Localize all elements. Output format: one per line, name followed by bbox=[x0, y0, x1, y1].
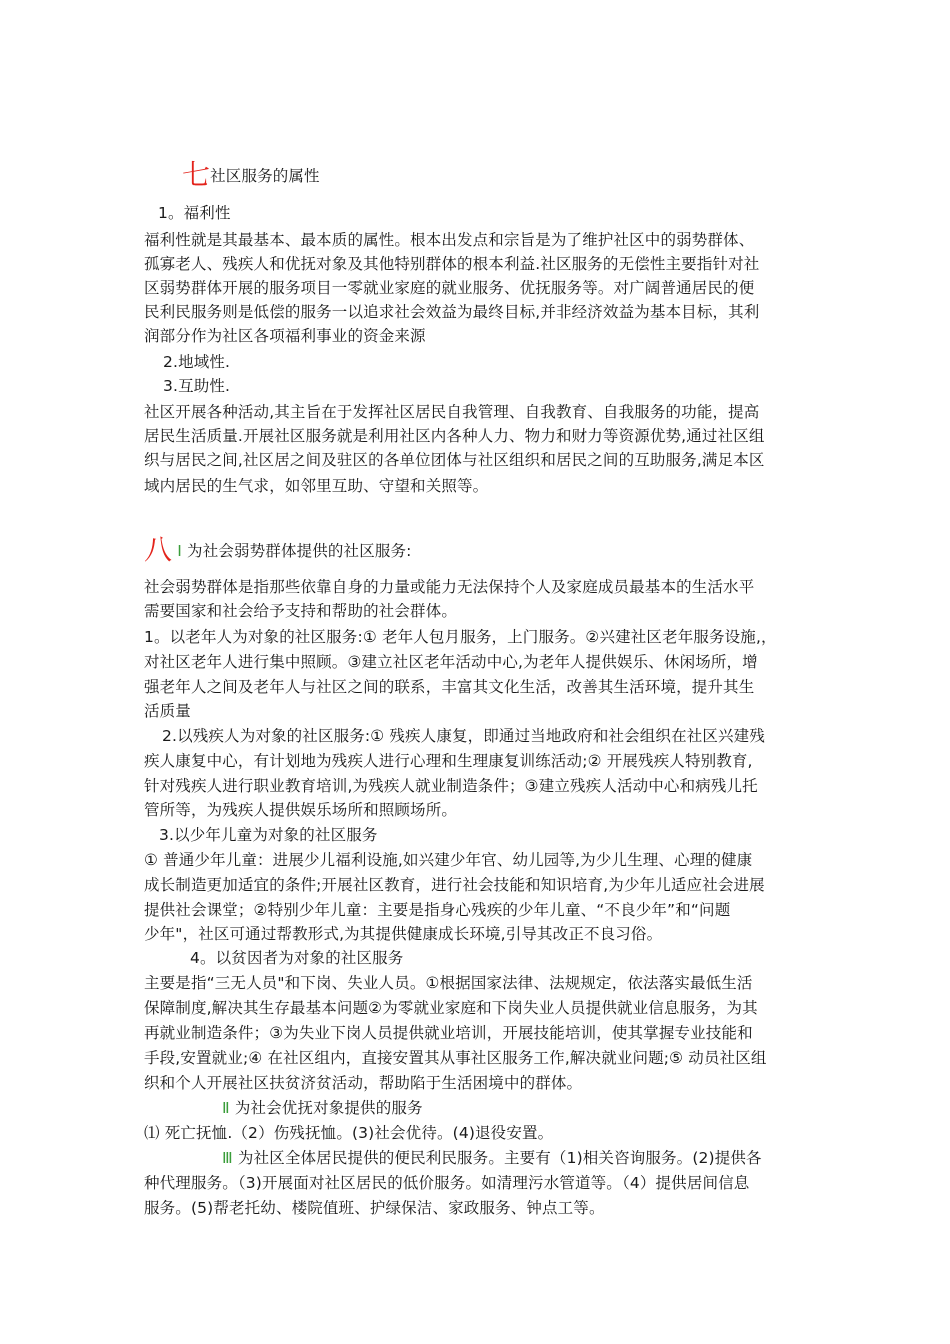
poor-line-1: 主要是指“三无人员"和下岗、失业人员。①根据国家法律、法规规定，依法落实最低生活 bbox=[144, 974, 753, 992]
disabled-line-3: 针对残疾人进行职业教育培训,为残疾人就业制造条件；③建立残疾人活动中心和病残儿托 bbox=[144, 777, 758, 795]
convenience-first-text: 为社区全体居民提供的便民利民服务。主要有（1)相关咨询服务。(2)提供各 bbox=[237, 1149, 762, 1167]
poor-title: 4。以贫因者为对象的社区服务 bbox=[190, 949, 404, 967]
intro-line-1: 社会弱势群体是指那些依靠自身的力量或能力无法保持个人及家庭成员最基本的生活水平 bbox=[144, 578, 755, 596]
section-8-numeral: 八 bbox=[144, 533, 173, 566]
section-7-title: 社区服务的属性 bbox=[210, 167, 320, 185]
roman-numeral-3: Ⅲ bbox=[222, 1149, 233, 1167]
poor-line-3: 再就业制造条件；③为失业下岗人员提供就业培训，开展技能培训，使其掌握专业技能和 bbox=[144, 1024, 753, 1042]
elderly-line-3: 强老年人之间及老年人与社区之间的联系，丰富其文化生活，改善其生活环境，提升其生 bbox=[144, 678, 755, 696]
roman-numeral-1: Ⅰ bbox=[177, 542, 182, 560]
children-line-2: 成长制造更加适宜的条件;开展社区教育，进行社会技能和知识培育,为少年儿适应社会进展 bbox=[144, 876, 765, 894]
item-3-line-3: 织与居民之间,社区居之间及驻区的各单位团体与社区组织和居民之间的互助服务,满足本区 bbox=[144, 451, 765, 469]
intro-line-2: 需要国家和社会给予支持和帮助的社会群体。 bbox=[144, 602, 458, 620]
item-1-line-1: 福利性就是其最基本、最本质的属性。根本出发点和宗旨是为了维护社区中的弱势群体、 bbox=[144, 231, 755, 249]
item-1-line-3: 区弱势群体开展的服务项目一零就业家庭的就业服务、优抚服务等。对广阔普通居民的便 bbox=[144, 279, 755, 297]
section-8-title: 为社会弱势群体提供的社区服务: bbox=[187, 542, 412, 560]
item-2-title: 2.地域性. bbox=[163, 353, 231, 371]
poor-line-2: 保障制度,解决其生存最基本问题②为零就业家庭和下岗失业人员提供就业信息服务，为其 bbox=[144, 999, 758, 1017]
item-1-line-4: 民利民服务则是低偿的服务一以追求社会效益为最终目标,并非经济效益为基本目标，其利 bbox=[144, 303, 760, 321]
section-7-heading bbox=[182, 158, 320, 191]
children-title: 3.以少年儿童为对象的社区服务 bbox=[159, 826, 378, 844]
item-3-line-1: 社区开展各种活动,其主旨在于发挥社区居民自我管理、自我教育、自我服务的功能，提高 bbox=[144, 403, 760, 421]
item-3-line-2: 居民生活质量.开展社区服务就是利用社区内各种人力、物力和财力等资源优势,通过社区组 bbox=[144, 427, 765, 445]
convenience-line-3: 服务。(5)帮老托幼、楼院值班、护绿保洁、家政服务、钟点工等。 bbox=[144, 1199, 605, 1217]
roman-numeral-2: Ⅱ bbox=[222, 1099, 230, 1117]
poor-line-4: 手段,安置就业;④ 在社区组内，直接安置其从事社区服务工作,解决就业问题;⑤ 动员社区组 bbox=[144, 1049, 767, 1067]
convenience-line-2: 种代理服务。（3)开展面对社区居民的低价服务。如清理污水管道等。（4）提供居间信息 bbox=[144, 1174, 750, 1192]
item-1-title: 1。福利性 bbox=[158, 204, 231, 222]
preferential-title bbox=[222, 1096, 423, 1120]
disabled-line-1: 2.以残疾人为对象的社区服务:① 残疾人康复，即通过当地政府和社会组织在社区兴建残 bbox=[162, 727, 765, 745]
poor-line-5: 织和个人开展社区扶贫济贫活动，帮助陷于生活困境中的群体。 bbox=[144, 1074, 583, 1092]
item-3-title: 3.互助性. bbox=[163, 377, 231, 395]
elderly-line-2: 对社区老年人进行集中照顾。③建立社区老年活动中心,为老年人提供娱乐、休闲场所，增 bbox=[144, 653, 758, 671]
disabled-line-2: 疾人康复中心，有计划地为残疾人进行心理和生理康复训练活动;② 开展残疾人特别教育, bbox=[144, 752, 753, 770]
preferential-title-text: 为社会优抚对象提供的服务 bbox=[234, 1099, 423, 1117]
elderly-line-4: 活质量 bbox=[144, 702, 191, 720]
item-1-line-5: 润部分作为社区各项福利事业的资金来源 bbox=[144, 327, 426, 345]
children-line-1: ① 普通少年儿童：进展少儿福利设施,如兴建少年官、幼儿园等,为少儿生理、心理的健康 bbox=[144, 851, 753, 869]
children-line-3: 提供社会课堂；②特别少年儿童：主要是指身心残疾的少年儿童、“不良少年”和“问题 bbox=[144, 901, 731, 919]
convenience-first-line bbox=[222, 1146, 762, 1170]
children-line-4: 少年"，社区可通过帮教形式,为其提供健康成长环境,引导其改正不良习俗。 bbox=[144, 925, 663, 943]
elderly-line-1: 1。以老年人为对象的社区服务:① 老年人包月服务，上门服务。②兴建社区老年服务设施,， bbox=[144, 628, 777, 646]
disabled-line-4: 管所等，为残疾人提供娱乐场所和照顾场所。 bbox=[144, 801, 458, 819]
item-1-line-2: 孤寡老人、残疾人和优抚对象及其他特别群体的根本利益.社区服务的无偿性主要指针对社 bbox=[144, 255, 760, 273]
section-7-numeral: 七 bbox=[182, 158, 211, 191]
section-8-heading bbox=[144, 533, 412, 566]
item-3-line-4: 域内居民的生气求，如邻里互助、守望和关照等。 bbox=[144, 477, 489, 495]
preferential-line: ⑴ 死亡抚恤.（2）伤残抚恤。(3)社会优待。(4)退役安置。 bbox=[144, 1124, 554, 1142]
